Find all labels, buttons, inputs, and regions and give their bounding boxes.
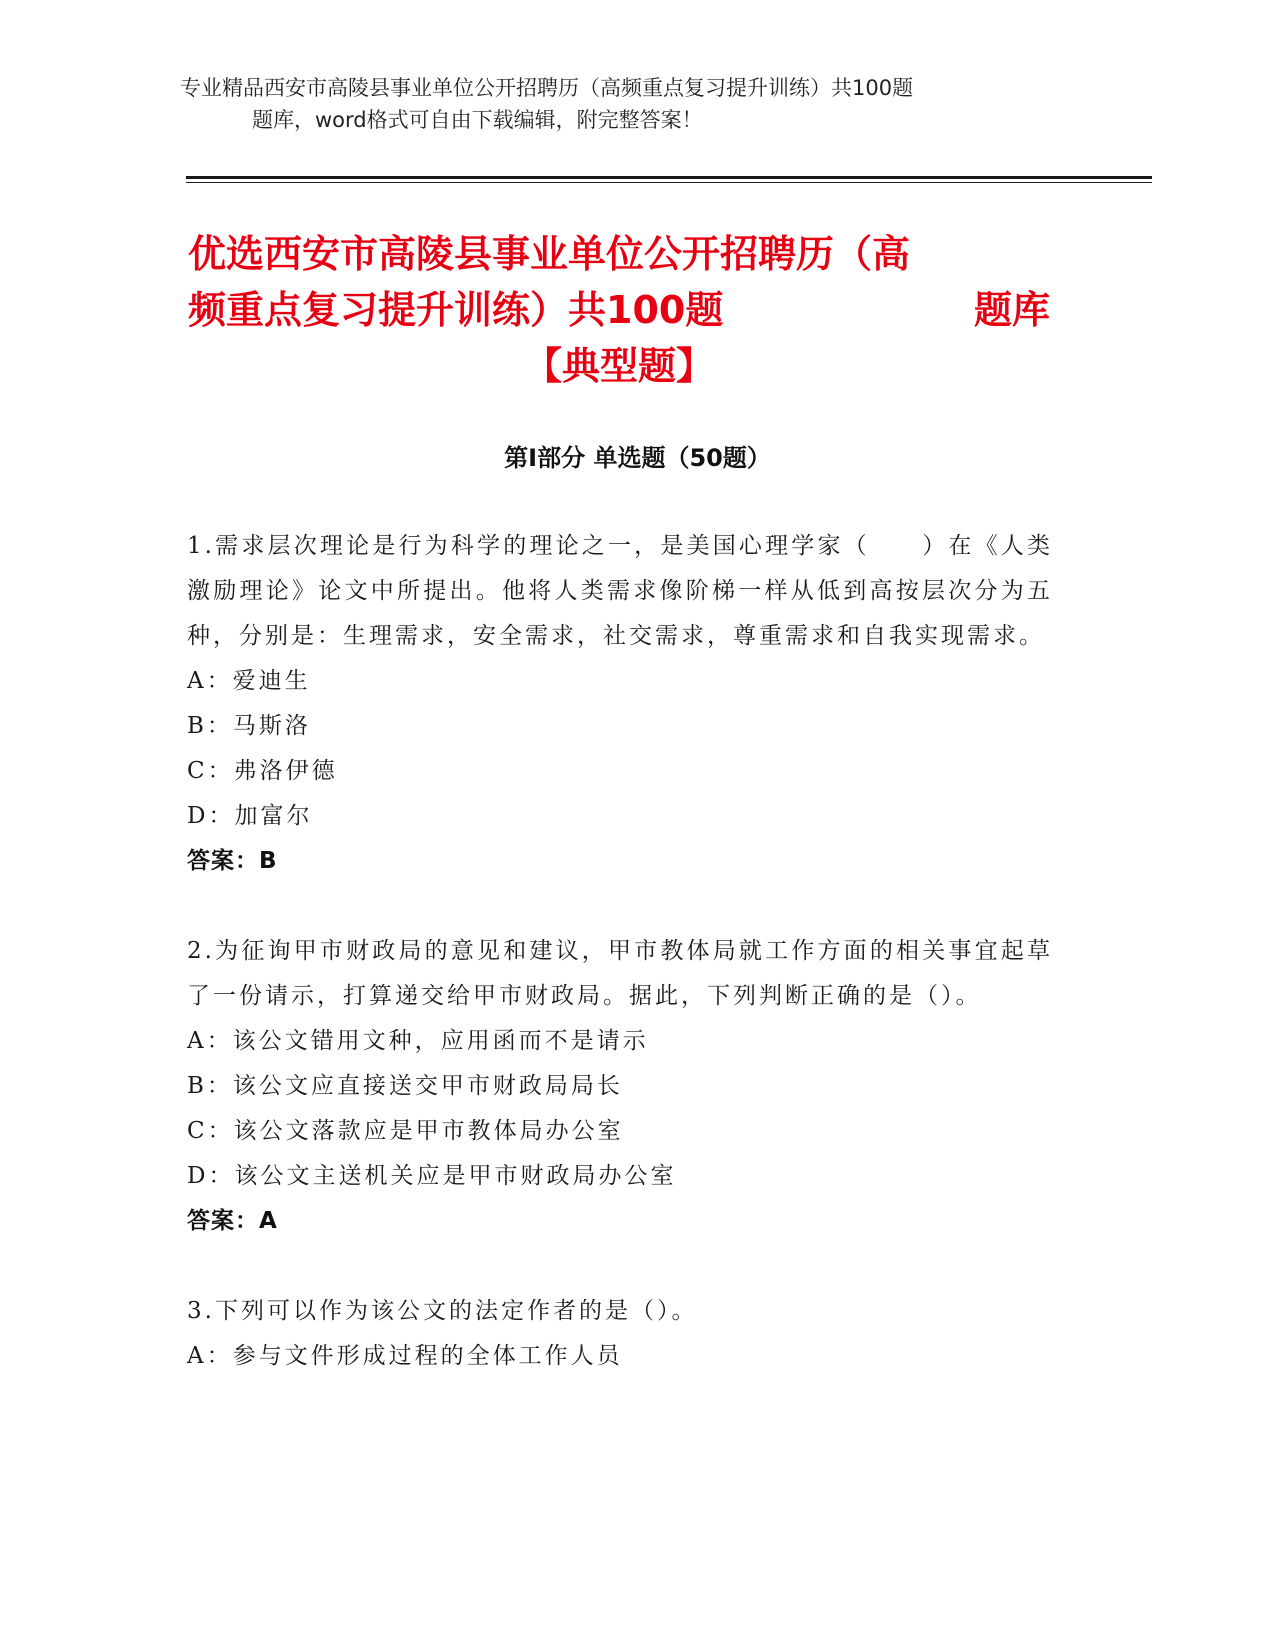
document-header <box>180 72 1040 136</box>
header-rule-thick <box>186 176 1152 179</box>
title-line-2-right: 题库 <box>973 288 1050 332</box>
option-c: C：该公文落款应是甲市教体局办公室 <box>187 1118 624 1144</box>
question-stem: 3.下列可以作为该公文的法定作者的是（）。 <box>187 1298 698 1324</box>
option-d: D：该公文主送机关应是甲市财政局办公室 <box>187 1163 677 1189</box>
option-a: A：参与文件形成过程的全体工作人员 <box>187 1343 623 1369</box>
document-title <box>188 226 1088 394</box>
option-c: C：弗洛伊德 <box>187 758 338 784</box>
question-1 <box>187 524 1053 884</box>
section-title: 第Ⅰ部分 单选题（50题） <box>504 444 771 472</box>
answer: 答案：A <box>187 1208 278 1234</box>
option-a: A：该公文错用文种，应用函而不是请示 <box>187 1028 649 1054</box>
header-rule-thin <box>186 182 1152 183</box>
title-line-1: 优选西安市高陵县事业单位公开招聘历（高 <box>188 232 911 276</box>
title-line-2 <box>188 282 1050 338</box>
question-3 <box>187 1289 1053 1379</box>
header-line-2: 题库，word格式可自由下载编辑，附完整答案！ <box>252 108 703 132</box>
header-line-1: 专业精品西安市高陵县事业单位公开招聘历（高频重点复习提升训练）共100题 <box>180 76 914 100</box>
title-line-2-left: 频重点复习提升训练）共100题 <box>188 288 724 332</box>
answer: 答案：B <box>187 848 278 874</box>
option-b: B：马斯洛 <box>187 713 311 739</box>
option-b: B：该公文应直接送交甲市财政局局长 <box>187 1073 623 1099</box>
title-line-3: 【典型题】 <box>523 344 714 388</box>
option-d: D：加富尔 <box>187 803 313 829</box>
question-2 <box>187 929 1053 1244</box>
question-list <box>187 524 1053 1379</box>
option-a: A：爱迪生 <box>187 668 311 694</box>
question-stem: 1.需求层次理论是行为科学的理论之一，是美国心理学家（ ）在《人类激励理论》论文中所提出。他将人类需求像阶梯一样从低到高按层次分为五种，分别是：生理需求，安全需求，社交需求，尊重需求和自我实现需求。 <box>187 533 1053 649</box>
question-stem: 2.为征询甲市财政局的意见和建议，甲市教体局就工作方面的相关事宜起草了一份请示，打算递交给甲市财政局。据此，下列判断正确的是（）。 <box>187 938 1053 1009</box>
